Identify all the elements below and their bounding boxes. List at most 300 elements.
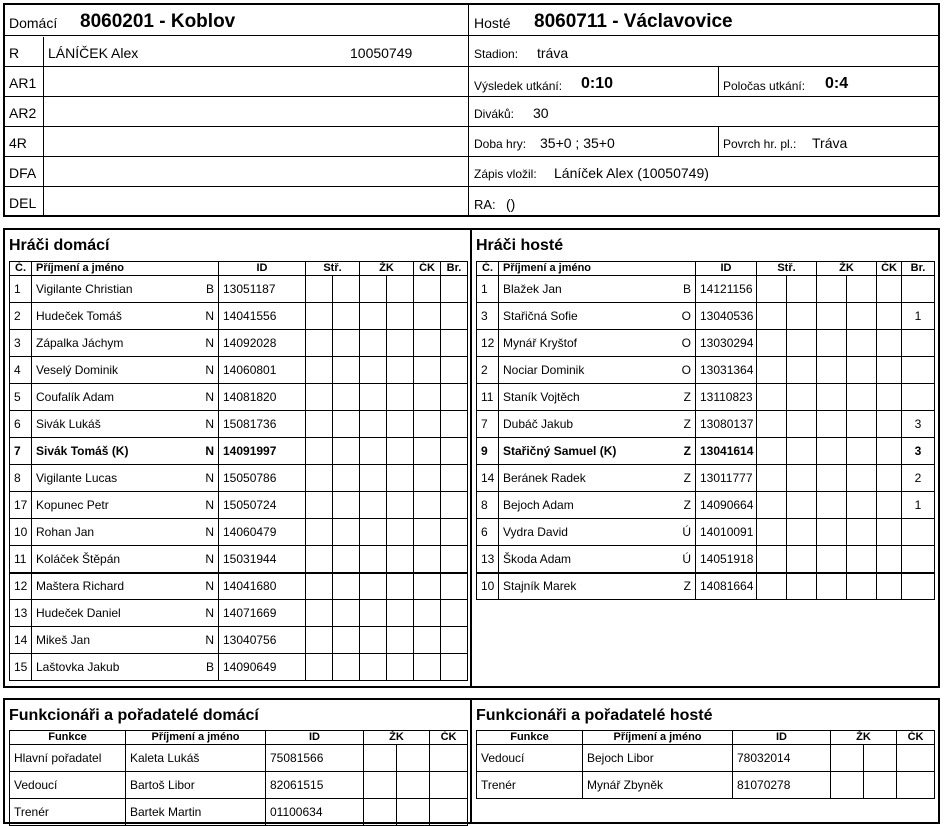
- staff-yellow: [831, 745, 864, 772]
- player-goals: [441, 627, 468, 654]
- player-name-text: Sivák Tomáš (K): [36, 444, 129, 458]
- staff-yellow-2: [864, 745, 897, 772]
- away-label: Hosté: [474, 15, 511, 31]
- player-goals: [441, 357, 468, 384]
- away-players-table: [476, 261, 935, 600]
- player-name-text: Hudeček Tomáš: [36, 309, 122, 323]
- staff-id: 01100634: [266, 799, 364, 826]
- entered-label: Zápis vložil:: [474, 167, 537, 181]
- player-sub: [757, 519, 787, 546]
- official-divider: [43, 187, 44, 217]
- player-name-text: Stařičná Sofie: [503, 309, 578, 323]
- player-sub-2: [333, 276, 360, 303]
- player-number: 1: [10, 276, 32, 303]
- player-yellow: [360, 465, 387, 492]
- player-red: [414, 276, 441, 303]
- home-label: Domácí: [9, 15, 58, 31]
- player-yellow: [817, 519, 847, 546]
- player-row: [10, 357, 468, 384]
- header-id: ID: [266, 731, 364, 745]
- player-red: [877, 519, 902, 546]
- player-sub-2: [333, 654, 360, 681]
- duration-divider: [718, 127, 719, 157]
- player-yellow-2: [847, 276, 877, 303]
- player-number: 13: [10, 600, 32, 627]
- player-name: [32, 519, 219, 546]
- player-name: [32, 627, 219, 654]
- player-row: [477, 384, 935, 411]
- player-number: 7: [477, 411, 499, 438]
- player-yellow-2: [387, 600, 414, 627]
- player-id: 14091997: [219, 438, 306, 465]
- player-sub-2: [333, 546, 360, 573]
- surface-label: Povrch hr. pl.:: [723, 137, 797, 151]
- player-position: N: [205, 525, 214, 539]
- official-role: 4R: [9, 135, 27, 151]
- official-row: [4, 157, 468, 187]
- player-number: 8: [477, 492, 499, 519]
- player-id: 15050786: [219, 465, 306, 492]
- home-team-name: 8060201 - Koblov: [80, 11, 236, 32]
- player-name: [499, 465, 696, 492]
- player-number: 1: [477, 276, 499, 303]
- player-name-text: Bejoch Adam: [503, 498, 574, 512]
- player-yellow: [360, 384, 387, 411]
- official-row: [4, 187, 468, 217]
- player-red: [414, 654, 441, 681]
- player-row: [10, 492, 468, 519]
- staff-name: Bejoch Libor: [583, 745, 733, 772]
- player-red: [414, 465, 441, 492]
- player-yellow-2: [387, 303, 414, 330]
- staff-red: [897, 745, 935, 772]
- player-sub-2: [333, 600, 360, 627]
- player-name-text: Laštovka Jakub: [36, 660, 120, 674]
- staff-yellow-2: [397, 745, 430, 772]
- player-yellow: [817, 546, 847, 573]
- player-position: Z: [683, 390, 691, 404]
- player-goals: [902, 357, 935, 384]
- halftime-value: 0:4: [825, 75, 849, 92]
- player-name: [32, 492, 219, 519]
- player-number: 5: [10, 384, 32, 411]
- player-position: Ú: [682, 525, 691, 539]
- result-value: 0:10: [581, 75, 614, 92]
- player-sub: [306, 276, 333, 303]
- player-sub: [306, 303, 333, 330]
- player-goals: [441, 438, 468, 465]
- player-goals: [441, 411, 468, 438]
- staff-yellow: [364, 772, 397, 799]
- header-number: Č.: [10, 262, 32, 276]
- player-sub: [306, 384, 333, 411]
- official-row: [4, 127, 468, 157]
- away-players-title: Hráči hosté: [476, 237, 564, 254]
- player-name: [499, 546, 696, 573]
- player-yellow-2: [847, 330, 877, 357]
- player-sub: [306, 357, 333, 384]
- staff-name: Bartek Martin: [126, 799, 266, 826]
- player-goals: [441, 492, 468, 519]
- header-yellow: ŽK: [817, 262, 877, 276]
- halftime-label: Poločas utkání:: [723, 79, 806, 93]
- header-sub: Stř.: [306, 262, 360, 276]
- player-position: Z: [683, 498, 691, 512]
- player-red: [414, 573, 441, 600]
- player-yellow: [817, 465, 847, 492]
- entered-value: Láníček Alex (10050749): [554, 165, 709, 181]
- player-id: 15081736: [219, 411, 306, 438]
- official-role: DFA: [9, 165, 37, 181]
- player-position: N: [205, 471, 214, 485]
- player-goals: [441, 465, 468, 492]
- player-number: 3: [10, 330, 32, 357]
- player-yellow: [360, 357, 387, 384]
- player-name-text: Sivák Lukáš: [36, 417, 101, 431]
- player-yellow-2: [847, 384, 877, 411]
- player-number: 6: [10, 411, 32, 438]
- player-id: 13051187: [219, 276, 306, 303]
- player-name-text: Nociar Dominik: [503, 363, 585, 377]
- player-yellow-2: [387, 519, 414, 546]
- stadium-label: Stadion:: [474, 47, 519, 61]
- ra-value: (): [506, 196, 516, 212]
- player-sub: [757, 492, 787, 519]
- player-id: 14092028: [219, 330, 306, 357]
- staff-id: 81070278: [733, 772, 831, 799]
- player-id: 14081820: [219, 384, 306, 411]
- player-position: B: [682, 282, 691, 296]
- player-yellow-2: [847, 438, 877, 465]
- player-red: [414, 438, 441, 465]
- players-divider: [470, 229, 472, 687]
- player-position: Z: [683, 579, 691, 594]
- player-yellow: [817, 303, 847, 330]
- staff-red: [430, 799, 468, 826]
- player-goals: [902, 519, 935, 546]
- player-row: [477, 303, 935, 330]
- player-sub-2: [333, 384, 360, 411]
- player-yellow: [817, 276, 847, 303]
- player-goals: [441, 384, 468, 411]
- player-sub: [306, 465, 333, 492]
- player-sub-2: [333, 357, 360, 384]
- player-position: O: [681, 336, 691, 350]
- player-row: [10, 600, 468, 627]
- staff-id: 75081566: [266, 745, 364, 772]
- staff-red: [430, 745, 468, 772]
- home-players-title: Hráči domácí: [9, 237, 110, 254]
- player-sub: [757, 384, 787, 411]
- player-red: [877, 438, 902, 465]
- player-red: [877, 357, 902, 384]
- official-name: LÁNÍČEK Alex: [48, 45, 139, 61]
- header-name: Příjmení a jméno: [499, 262, 696, 276]
- staff-row: [10, 745, 468, 772]
- player-sub-2: [787, 303, 817, 330]
- player-goals: [441, 654, 468, 681]
- player-sub-2: [333, 438, 360, 465]
- staff-yellow-2: [397, 772, 430, 799]
- player-sub: [757, 465, 787, 492]
- staff-yellow: [364, 799, 397, 826]
- player-position: Z: [683, 417, 691, 431]
- staff-red: [897, 772, 935, 799]
- official-divider: [43, 97, 44, 127]
- player-yellow: [360, 303, 387, 330]
- player-goals: [441, 600, 468, 627]
- official-role: AR1: [9, 75, 37, 91]
- player-sub: [306, 519, 333, 546]
- staff-row: [477, 772, 935, 799]
- player-goals: [441, 573, 468, 600]
- player-number: 15: [10, 654, 32, 681]
- header-goals: Br.: [441, 262, 468, 276]
- header-yellow: ŽK: [360, 262, 414, 276]
- header-red: ČK: [414, 262, 441, 276]
- player-row: [10, 627, 468, 654]
- player-red: [414, 303, 441, 330]
- official-divider: [43, 67, 44, 97]
- staff-yellow: [364, 745, 397, 772]
- player-yellow: [360, 438, 387, 465]
- player-yellow-2: [847, 573, 877, 600]
- player-id: 14081664: [696, 573, 757, 600]
- player-position: O: [681, 363, 691, 377]
- player-yellow-2: [387, 627, 414, 654]
- player-number: 9: [477, 438, 499, 465]
- staff-role: Vedoucí: [477, 745, 583, 772]
- player-row: [10, 330, 468, 357]
- player-yellow-2: [847, 465, 877, 492]
- official-id: 10050749: [350, 45, 413, 61]
- player-id: 15050724: [219, 492, 306, 519]
- player-name-text: Stajník Marek: [503, 579, 577, 594]
- header-red: ČK: [897, 731, 935, 745]
- player-yellow-2: [387, 465, 414, 492]
- player-yellow-2: [847, 492, 877, 519]
- player-sub-2: [333, 411, 360, 438]
- header-yellow: ŽK: [364, 731, 430, 745]
- player-sub-2: [787, 357, 817, 384]
- player-yellow-2: [387, 492, 414, 519]
- player-number: 12: [477, 330, 499, 357]
- header-name: Příjmení a jméno: [583, 731, 733, 745]
- player-row: [477, 411, 935, 438]
- player-position: N: [205, 551, 214, 566]
- header-id: ID: [696, 262, 757, 276]
- official-role: DEL: [9, 195, 37, 211]
- header-sub: Stř.: [757, 262, 817, 276]
- player-name-text: Coufalík Adam: [36, 390, 115, 404]
- player-name: [499, 411, 696, 438]
- player-yellow: [817, 330, 847, 357]
- player-sub-2: [787, 573, 817, 600]
- player-yellow-2: [847, 519, 877, 546]
- player-name-text: Koláček Štěpán: [36, 551, 121, 566]
- player-red: [414, 627, 441, 654]
- duration-value: 35+0 ; 35+0: [540, 135, 615, 151]
- player-yellow: [817, 492, 847, 519]
- official-role: R: [9, 45, 20, 61]
- away-team-name: 8060711 - Václavovice: [534, 11, 733, 32]
- player-row: [10, 438, 468, 465]
- official-divider: [43, 127, 44, 157]
- player-goals: [441, 546, 468, 573]
- official-row: [4, 97, 468, 127]
- player-name: [32, 303, 219, 330]
- player-name-text: Mynář Kryštof: [503, 336, 578, 350]
- player-number: 6: [477, 519, 499, 546]
- player-name: [499, 303, 696, 330]
- player-sub: [306, 411, 333, 438]
- player-row: [477, 438, 935, 465]
- player-name-text: Maštera Richard: [36, 579, 125, 594]
- header-id: ID: [219, 262, 306, 276]
- header-yellow: ŽK: [831, 731, 897, 745]
- surface-value: Tráva: [812, 135, 848, 151]
- player-id: 14051918: [696, 546, 757, 573]
- player-name-text: Blažek Jan: [503, 282, 562, 296]
- player-number: 3: [477, 303, 499, 330]
- player-id: 13031364: [696, 357, 757, 384]
- player-sub: [306, 546, 333, 573]
- player-id: 14060801: [219, 357, 306, 384]
- player-red: [877, 465, 902, 492]
- player-row: [477, 492, 935, 519]
- header-red: ČK: [877, 262, 902, 276]
- player-name-text: Stařičný Samuel (K): [503, 444, 617, 458]
- player-red: [877, 330, 902, 357]
- player-row: [10, 276, 468, 303]
- player-name: [32, 654, 219, 681]
- player-yellow: [360, 546, 387, 573]
- player-yellow-2: [387, 438, 414, 465]
- staff-role: Trenér: [10, 799, 126, 826]
- player-number: 10: [477, 573, 499, 600]
- player-id: 14121156: [696, 276, 757, 303]
- player-row: [10, 654, 468, 681]
- player-yellow-2: [847, 303, 877, 330]
- player-name: [499, 384, 696, 411]
- player-name-text: Škoda Adam: [503, 551, 572, 566]
- player-position: N: [205, 444, 214, 458]
- player-goals: [902, 330, 935, 357]
- home-staff-title: Funkcionáři a pořadatelé domácí: [9, 707, 259, 724]
- staff-yellow-2: [397, 799, 430, 826]
- official-role: AR2: [9, 105, 37, 121]
- player-id: 13011777: [696, 465, 757, 492]
- player-name-text: Vigilante Christian: [36, 282, 133, 296]
- staff-role: Hlavní pořadatel: [10, 745, 126, 772]
- player-row: [477, 465, 935, 492]
- player-goals: 2: [902, 465, 935, 492]
- player-position: Ú: [682, 551, 691, 566]
- home-staff-table: [9, 730, 468, 826]
- player-id: 13040756: [219, 627, 306, 654]
- player-number: 2: [477, 357, 499, 384]
- player-sub: [306, 600, 333, 627]
- player-number: 8: [10, 465, 32, 492]
- player-sub: [306, 492, 333, 519]
- player-goals: [902, 276, 935, 303]
- player-position: Z: [683, 444, 691, 458]
- player-sub: [306, 654, 333, 681]
- player-yellow: [360, 276, 387, 303]
- player-position: N: [205, 390, 214, 404]
- player-goals: 1: [902, 303, 935, 330]
- player-goals: [902, 384, 935, 411]
- header-id: ID: [733, 731, 831, 745]
- player-row: [477, 573, 935, 600]
- player-yellow-2: [847, 357, 877, 384]
- player-yellow: [360, 519, 387, 546]
- player-position: N: [205, 633, 214, 647]
- player-yellow-2: [387, 654, 414, 681]
- player-yellow-2: [387, 411, 414, 438]
- player-id: 13110823: [696, 384, 757, 411]
- player-sub-2: [787, 546, 817, 573]
- player-position: O: [681, 309, 691, 323]
- player-red: [414, 357, 441, 384]
- player-id: 14041556: [219, 303, 306, 330]
- player-name: [32, 465, 219, 492]
- player-name: [32, 600, 219, 627]
- player-yellow: [360, 573, 387, 600]
- player-name: [499, 492, 696, 519]
- staff-role: Vedoucí: [10, 772, 126, 799]
- player-sub: [306, 438, 333, 465]
- player-position: N: [205, 498, 214, 512]
- player-red: [877, 546, 902, 573]
- player-yellow-2: [387, 357, 414, 384]
- staff-role: Trenér: [477, 772, 583, 799]
- home-players-table: [9, 261, 468, 681]
- player-red: [877, 411, 902, 438]
- player-yellow: [360, 627, 387, 654]
- player-name-text: Hudeček Daniel: [36, 606, 121, 620]
- player-row: [10, 546, 468, 573]
- player-yellow-2: [387, 384, 414, 411]
- stadium-value: tráva: [537, 45, 569, 61]
- player-sub-2: [787, 411, 817, 438]
- player-goals: [902, 546, 935, 573]
- player-position: N: [205, 606, 214, 620]
- player-name: [32, 411, 219, 438]
- player-name: [499, 330, 696, 357]
- player-number: 17: [10, 492, 32, 519]
- player-position: N: [205, 417, 214, 431]
- player-number: 4: [10, 357, 32, 384]
- player-sub-2: [333, 627, 360, 654]
- player-goals: 3: [902, 411, 935, 438]
- player-red: [877, 303, 902, 330]
- player-yellow-2: [847, 546, 877, 573]
- header-role: Funkce: [477, 731, 583, 745]
- player-position: Z: [683, 471, 691, 485]
- player-row: [477, 546, 935, 573]
- player-name: [32, 573, 219, 600]
- player-row: [10, 303, 468, 330]
- player-sub-2: [787, 465, 817, 492]
- player-row: [10, 465, 468, 492]
- player-red: [414, 330, 441, 357]
- player-sub-2: [787, 384, 817, 411]
- player-sub-2: [333, 330, 360, 357]
- player-name: [499, 438, 696, 465]
- player-id: 14060479: [219, 519, 306, 546]
- player-yellow: [817, 384, 847, 411]
